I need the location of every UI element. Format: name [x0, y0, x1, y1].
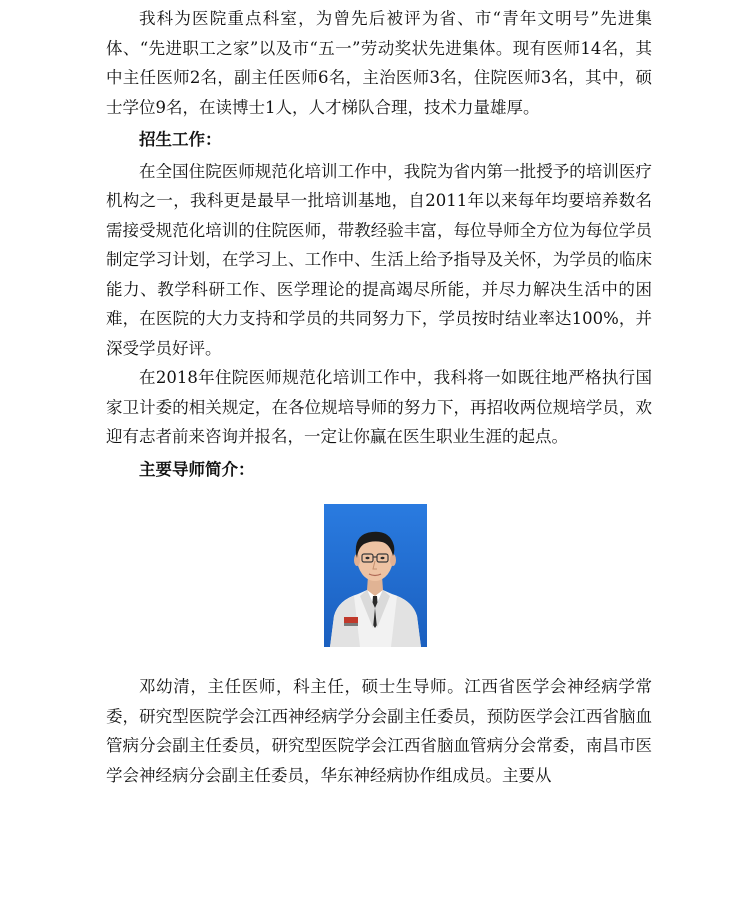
mentors-heading: 主要导师简介：	[139, 459, 255, 479]
plan-2018-paragraph: 在2018年住院医师规范化培训工作中，我科将一如既往地严格执行国家卫计委的相关规定，在各位规培导师的努力下，再招收两位规培学员，欢迎有志者前来咨询并报名，一定让你赢在医生职业生涯的起点。	[106, 368, 652, 446]
intro-paragraph: 我科为医院重点科室，为曾先后被评为省、市“青年文明号”先进集体、“先进职工之家”以及市“五一”劳动奖状先进集体。现有医师14名，其中主任医师2名，副主任医师6名，主治医师3名，住院医师3名，其中，硕士学位9名，在读博士1人，人才梯队合理，技术力量雄厚。	[106, 9, 652, 117]
document-page	[106, 4, 652, 790]
mentor-photo	[324, 504, 427, 647]
photo-container	[106, 490, 652, 666]
recruit-paragraph: 在全国住院医师规范化培训工作中，我院为省内第一批授予的培训医疗机构之一，我科更是最早一批培训基地，自2011年以来每年均要培养数名需接受规范化培训的住院医师，带教经验丰富，每位导师全方位为每位学员制定学习计划，在学习上、工作中、生活上给予指导及关怀，为学员的临床能力、教学科研工作、医学理论的提高竭尽所能，并尽力解决生活中的困难，在医院的大力支持和学员的共同努力下，学员按时结业率达100%，并深受学员好评。	[106, 161, 652, 358]
mentor-bio-paragraph: 邓幼清，主任医师，科主任，硕士生导师。江西省医学会神经病学常委，研究型医院学会江西神经病学分会副主任委员，预防医学会江西省脑血管病分会副主任委员，研究型医院学会江西省脑血管病分会常委，南昌市医学会神经病分会副主任委员，华东神经病协作组成员。主要从	[106, 677, 652, 785]
recruit-heading: 招生工作：	[139, 130, 222, 149]
